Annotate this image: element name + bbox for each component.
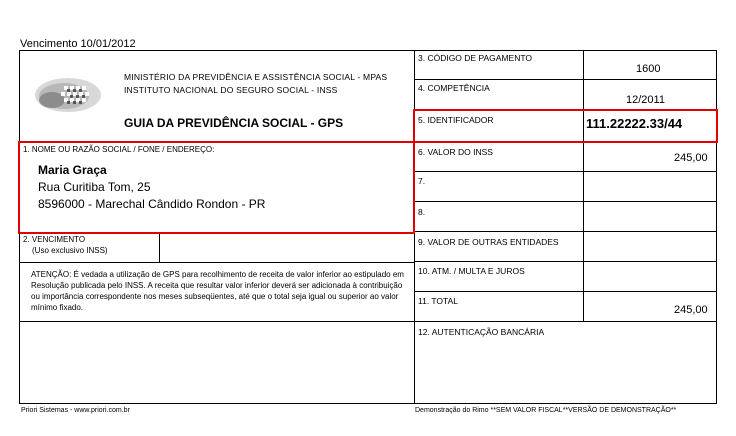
institute-name: INSTITUTO NACIONAL DO SEGURO SOCIAL - INSS bbox=[124, 85, 338, 95]
codigo-value: 1600 bbox=[636, 63, 661, 75]
total-value: 245,00 bbox=[674, 304, 708, 316]
codigo-label: 3. CÓDIGO DE PAGAMENTO bbox=[418, 53, 532, 63]
competencia-value: 12/2011 bbox=[626, 94, 665, 106]
identificador-label: 5. IDENTIFICADOR bbox=[418, 115, 494, 125]
field-7-label: 7. bbox=[418, 176, 426, 186]
payer-name: Maria Graça bbox=[38, 163, 107, 177]
payer-city: 8596000 - Marechal Cândido Rondon - PR bbox=[38, 197, 266, 211]
autenticacao-label: 12. AUTENTICAÇÃO BANCÁRIA bbox=[418, 327, 545, 337]
payer-label: 1. NOME OU RAZÃO SOCIAL / FONE / ENDEREÇO: bbox=[23, 145, 215, 154]
footer-right: Demonstração do Rimo **SEM VALOR FISCAL**VERSÃO DE DEMONSTRAÇÃO** bbox=[415, 407, 677, 414]
valor-inss-value: 245,00 bbox=[674, 152, 708, 164]
vencimento-label: 2. VENCIMENTO bbox=[23, 235, 86, 244]
vencimento-header: Vencimento 10/01/2012 bbox=[20, 38, 136, 50]
atm-multa-label: 10. ATM. / MULTA E JUROS bbox=[418, 266, 525, 276]
inss-logo bbox=[34, 74, 106, 114]
competencia-label: 4. COMPETÊNCIA bbox=[418, 83, 490, 93]
identificador-value: 111.22222.33/44 bbox=[586, 116, 683, 131]
payer-street: Rua Curitiba Tom, 25 bbox=[38, 180, 151, 194]
attention-notice: ATENÇÃO: É vedada a utilização de GPS para recolhimento de receita de valor inferior ao estipulado em Resolução publicada pelo INSS. A receita que resultar valor inferior deverá ser adicionada à contribuição ou importância correspondente nos meses subseqüentes, até que o total seja igual ou superior ao valor mínimo fixado. bbox=[31, 270, 404, 312]
ministry-name: MINISTÉRIO DA PREVIDÊNCIA E ASSISTÊNCIA SOCIAL - MPAS bbox=[124, 72, 388, 82]
footer-left: Priori Sistemas - www.priori.com.br bbox=[21, 407, 130, 414]
field-8-label: 8. bbox=[418, 207, 426, 217]
valor-inss-label: 6. VALOR DO INSS bbox=[418, 147, 493, 157]
outras-entidades-label: 9. VALOR DE OUTRAS ENTIDADES bbox=[418, 237, 559, 247]
vencimento-sublabel: (Uso exclusivo INSS) bbox=[32, 246, 108, 255]
page-title: GUIA DA PREVIDÊNCIA SOCIAL - GPS bbox=[124, 116, 344, 130]
total-label: 11. TOTAL bbox=[418, 296, 459, 306]
